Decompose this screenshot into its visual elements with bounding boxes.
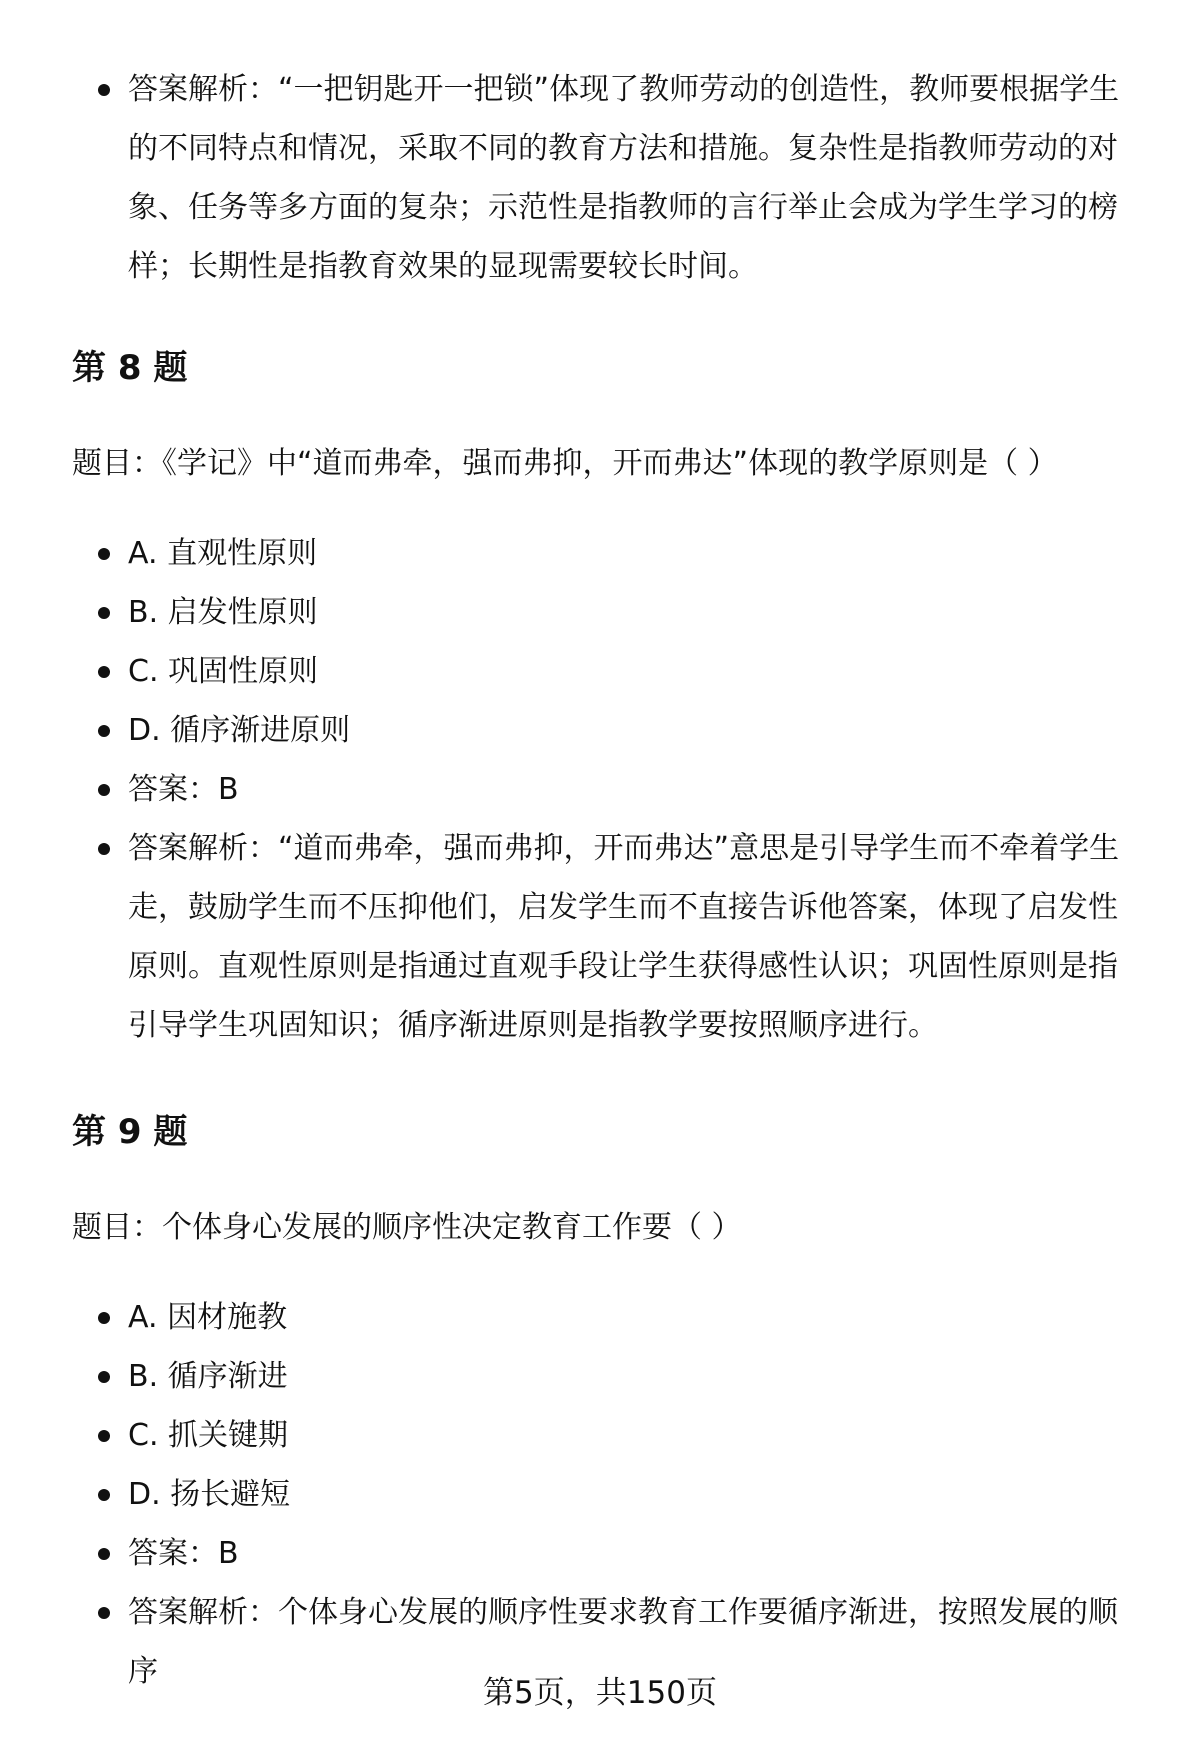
question-9-list	[0, 1288, 1200, 1701]
question-9-heading: 第 9 题	[72, 1112, 188, 1152]
option-text: A. 直观性原则	[128, 536, 318, 571]
bullet-icon	[98, 607, 110, 619]
bullet-icon	[98, 1312, 110, 1324]
bullet-icon	[98, 784, 110, 796]
bullet-icon	[98, 548, 110, 560]
explanation-text: 答案解析：“一把钥匙开一把锁”体现了教师劳动的创造性，教师要根据学生的不同特点和情况，采取不同的教育方法和措施。复杂性是指教师劳动的对象、任务等多方面的复杂；示范性是指教师的言行举止会成为学生学习的榜样；长期性是指教育效果的显现需要较长时间。	[128, 72, 1120, 284]
question-8-text: 题目：《学记》中“道而弗牵，强而弗抑，开而弗达”体现的教学原则是（ ）	[72, 446, 1058, 481]
page-number-footer: 第5页，共150页	[483, 1675, 717, 1711]
list-item-explanation	[0, 60, 1200, 296]
bullet-icon	[98, 725, 110, 737]
list-item-option-b	[0, 583, 1200, 642]
list-item-option-c	[0, 1406, 1200, 1465]
bullet-icon	[98, 1548, 110, 1560]
option-text: C. 巩固性原则	[128, 654, 319, 689]
option-text: D. 扬长避短	[128, 1477, 291, 1512]
option-text: B. 循序渐进	[128, 1359, 288, 1394]
question-8-list	[0, 524, 1200, 1055]
bullet-icon	[98, 666, 110, 678]
list-item-option-d	[0, 701, 1200, 760]
list-item-option-d	[0, 1465, 1200, 1524]
explanation-text: 答案解析：“道而弗牵，强而弗抑，开而弗达”意思是引导学生而不牵着学生走，鼓励学生而不压抑他们，启发学生而不直接告诉他答案，体现了启发性原则。直观性原则是指通过直观手段让学生获得感性认识；巩固性原则是指引导学生巩固知识；循序渐进原则是指教学要按照顺序进行。	[128, 831, 1120, 1043]
option-text: B. 启发性原则	[128, 595, 318, 630]
list-item-explanation	[0, 819, 1200, 1055]
bullet-icon	[98, 1371, 110, 1383]
list-item-answer	[0, 1524, 1200, 1583]
previous-question-list	[0, 60, 1200, 296]
list-item-option-a	[0, 524, 1200, 583]
answer-text: 答案：B	[128, 1536, 239, 1571]
option-text: A. 因材施教	[128, 1300, 288, 1335]
list-item-option-c	[0, 642, 1200, 701]
bullet-icon	[98, 1607, 110, 1619]
bullet-icon	[98, 84, 110, 96]
option-text: C. 抓关键期	[128, 1418, 289, 1453]
question-8-heading: 第 8 题	[72, 348, 188, 388]
bullet-icon	[98, 843, 110, 855]
list-item-answer	[0, 760, 1200, 819]
question-9-text: 题目：个体身心发展的顺序性决定教育工作要（ ）	[72, 1210, 742, 1245]
answer-text: 答案：B	[128, 772, 239, 807]
bullet-icon	[98, 1430, 110, 1442]
bullet-icon	[98, 1489, 110, 1501]
option-text: D. 循序渐进原则	[128, 713, 351, 748]
list-item-option-b	[0, 1347, 1200, 1406]
list-item-option-a	[0, 1288, 1200, 1347]
explanation-text: 答案解析：个体身心发展的顺序性要求教育工作要循序渐进，按照发展的顺序	[128, 1595, 1118, 1689]
